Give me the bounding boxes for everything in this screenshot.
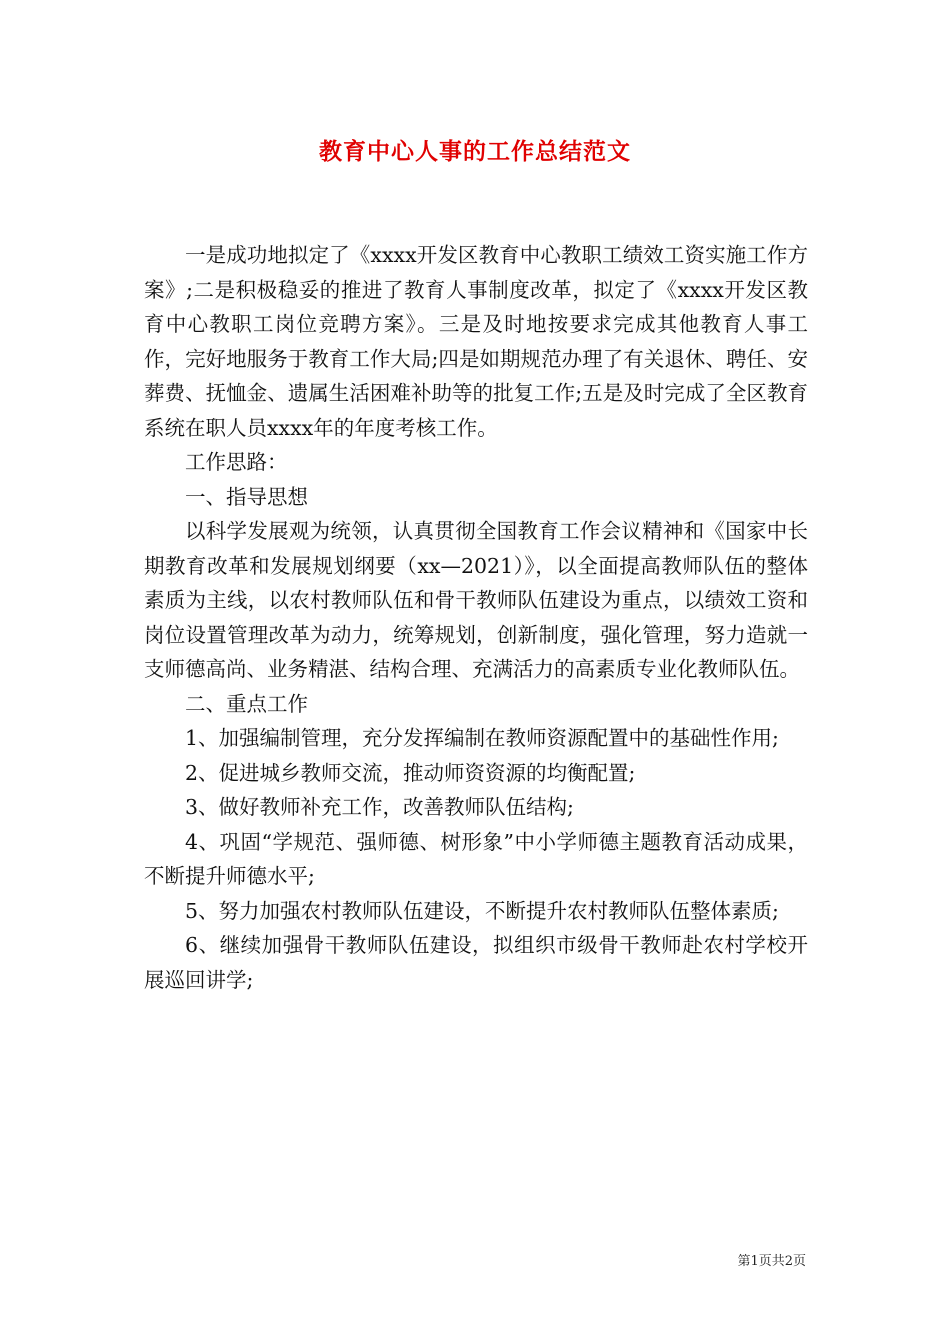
- paragraph: 工作思路：: [185, 450, 288, 474]
- page-number: 第1页共2页: [737, 1254, 806, 1269]
- list-item: 1、加强编制管理，充分发挥编制在教师资源配置中的基础性作用;: [185, 726, 779, 750]
- paragraph: 以科学发展观为统领，认真贯彻全国教育工作会议精神和《国家中长期教育改革和发展规划纲要（xx—2021）》，以全面提高教师队伍的整体素质为主线，以农村教师队伍和骨干教师队伍建设为重点，以绩效工资和岗位设置管理改革为动力，统筹规划，创新制度，强化管理，努力造就一支师德高尚、业务精湛、结构合理、充满活力的高素质专业化教师队伍。: [144, 519, 808, 681]
- document-body: [144, 238, 808, 997]
- list-item: 2、促进城乡教师交流，推动师资资源的均衡配置;: [185, 760, 636, 785]
- section-heading: 一、指导思想: [185, 484, 308, 509]
- list-item: 5、努力加强农村教师队伍建设，不断提升农村教师队伍整体素质;: [185, 898, 779, 923]
- document-title: 教育中心人事的工作总结范文: [319, 138, 631, 165]
- section-heading: 二、重点工作: [185, 691, 308, 716]
- list-item: 3、做好教师补充工作，改善教师队伍结构;: [185, 795, 574, 819]
- list-item: 6、继续加强骨干教师队伍建设，拟组织市级骨干教师赴农村学校开展巡回讲学;: [144, 933, 808, 992]
- paragraph: 一是成功地拟定了《xxxx开发区教育中心教职工绩效工资实施工作方案》;二是积极稳妥的推进了教育人事制度改革，拟定了《xxxx开发区教育中心教职工岗位竞聘方案》。三是及时地按要求完成其他教育人事工作，完好地服务于教育工作大局;四是如期规范办理了有关退休、聘任、安葬费、抚恤金、遗属生活困难补助等的批复工作;五是及时完成了全区教育系统在职人员xxxx年的年度考核工作。: [144, 243, 808, 440]
- list-item: 4、巩固“学规范、强师德、树形象”中小学师德主题教育活动成果，不断提升师德水平;: [144, 829, 808, 888]
